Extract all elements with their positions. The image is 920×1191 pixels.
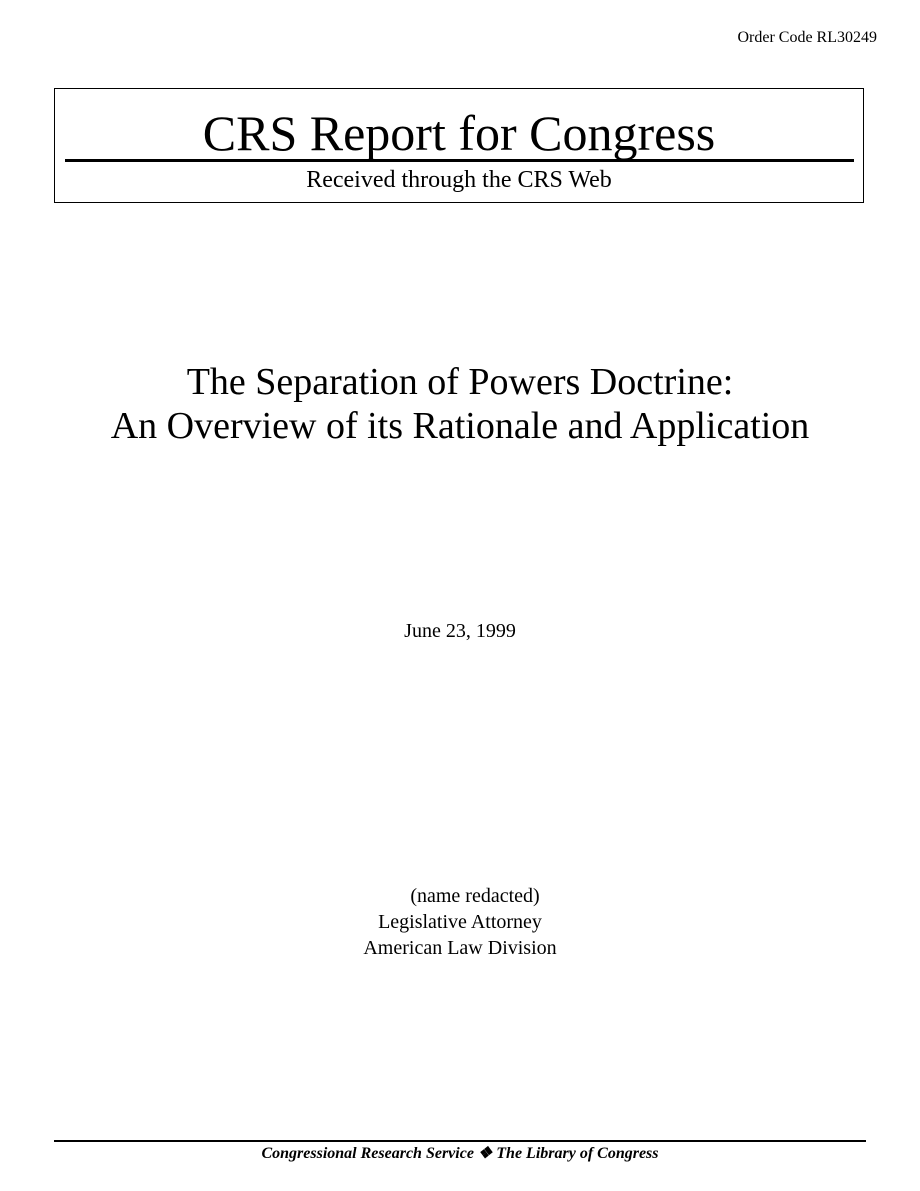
report-title: CRS Report for Congress [202,105,716,161]
header-divider [65,159,854,162]
author-block [0,883,920,961]
document-title [0,360,920,448]
report-header-box [54,88,864,203]
footer-text: Congressional Research Service ❖ The Library of Congress [261,1145,659,1162]
document-date: June 23, 1999 [404,620,516,642]
report-subtitle: Received through the CRS Web [306,167,612,193]
document-title-line-1: The Separation of Powers Doctrine: [186,361,734,403]
order-code: Order Code RL30249 [737,29,877,46]
author-position: Legislative Attorney [378,911,542,933]
author-division: American Law Division [363,937,557,959]
document-title-line-2: An Overview of its Rationale and Application [110,405,810,447]
footer-divider [54,1140,866,1142]
author-name: (name redacted) [410,885,540,907]
